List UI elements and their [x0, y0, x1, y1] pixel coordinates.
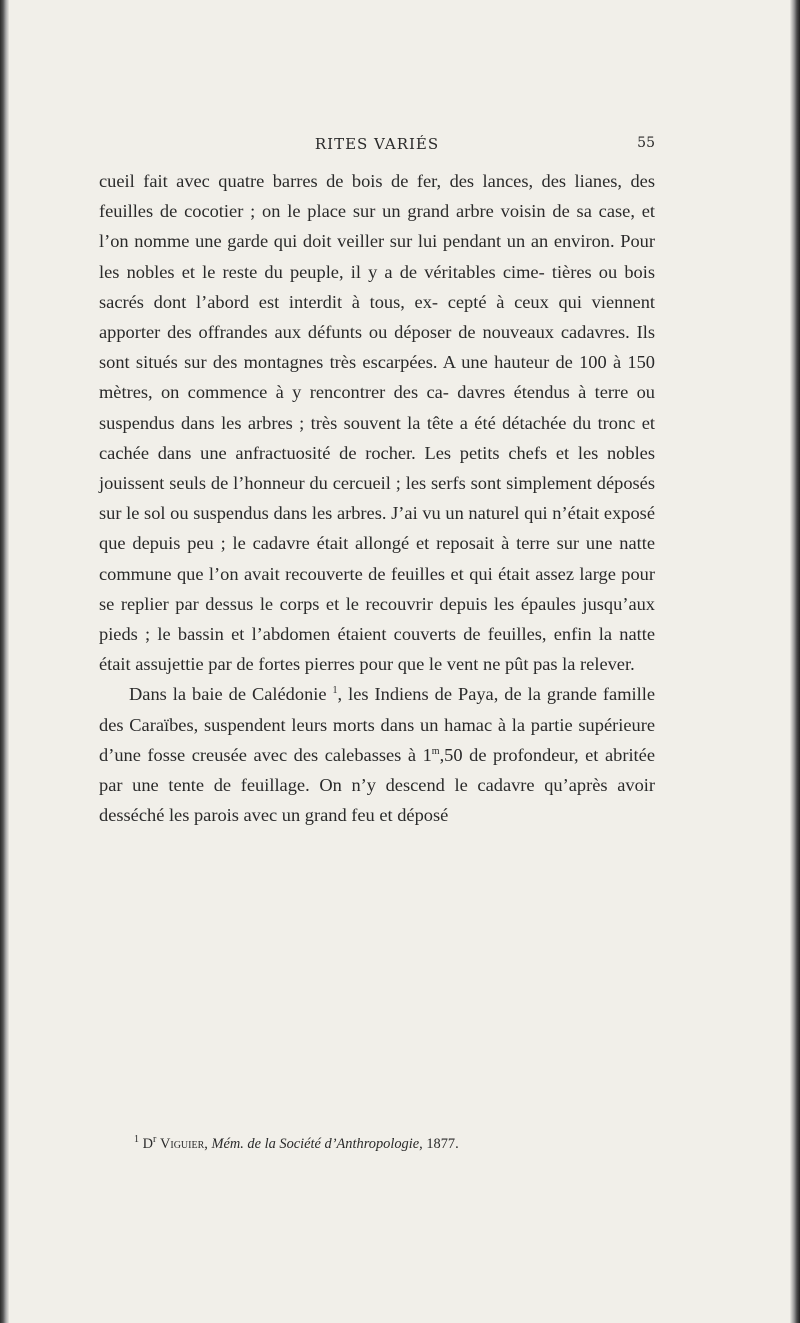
footnote-title-sup: r	[153, 1134, 157, 1146]
right-scan-edge	[790, 0, 800, 1323]
footnote-reference: 1	[332, 685, 338, 697]
unit-superscript: m	[431, 745, 440, 757]
paragraph-2-start: Dans la baie de Calédonie	[129, 684, 327, 705]
footnote-author: Viguier	[159, 1136, 205, 1152]
page-number: 55	[637, 135, 655, 151]
footnote-work: Mém. de la Société d’Anthropologie	[211, 1136, 420, 1152]
footnote-separator: ,	[204, 1136, 212, 1152]
paragraph-2	[99, 679, 655, 830]
body-text	[99, 166, 655, 830]
footnote	[134, 1136, 694, 1153]
running-head: RITES VARIÉS	[314, 135, 440, 153]
footnote-number: 1	[134, 1134, 139, 1146]
footnote-year: , 1877.	[419, 1136, 459, 1152]
left-scan-edge	[0, 0, 9, 1323]
paragraph-2-middle: , les Indiens de Paya, de la grande famille des Caraïbes, suspendent leurs morts dans un hamac à la partie supérieure d’une fosse creusée avec des calebasses à 1	[99, 684, 655, 765]
paragraph-1: cueil fait avec quatre barres de bois de fer, des lances, des lianes, des feuilles de cocotier ; on le place sur un grand arbre voisin de sa case, et l’on nomme une garde qui doit veiller sur lui pendant un an environ. Pour les nobles et le reste du peuple, il y a de véritables cime- tières ou bois sacrés dont l’abord est interdit à tous, ex- cepté à ceux qui viennent apporter des offrandes aux défunts ou déposer de nouveaux cadavres. Ils sont situés sur des montagnes très escarpées. A une hauteur de 100 à 150 mètres, on commence à y rencontrer des ca- davres étendus à terre ou suspendus dans les arbres ; très souvent la tête a été détachée du tronc et cachée dans une anfractuosité de rocher. Les petits chefs et les nobles jouissent seuls de l’honneur du cercueil ; les serfs sont simplement déposés sur le sol ou suspendus dans les arbres. J’ai vu un naturel qui n’était exposé que depuis peu ; le cadavre était allongé et reposait à terre sur une natte commune que l’on avait recouverte de feuilles et qui était assez large pour se replier par dessus le corps et le recouvrir depuis les épaules jusqu’aux pieds ; le bassin et l’abdomen étaient couverts de feuilles, enfin la natte était assujettie par de fortes pierres pour que le vent ne pût pas la relever.	[99, 171, 655, 675]
page-header	[99, 133, 655, 157]
footnote-title-abbrev: D	[142, 1136, 154, 1152]
paragraph-2-end: ,50 de profondeur, et abritée par une tente de feuillage. On n’y descend le cadavre qu’après avoir desséché les parois avec un grand feu et déposé	[99, 744, 655, 826]
